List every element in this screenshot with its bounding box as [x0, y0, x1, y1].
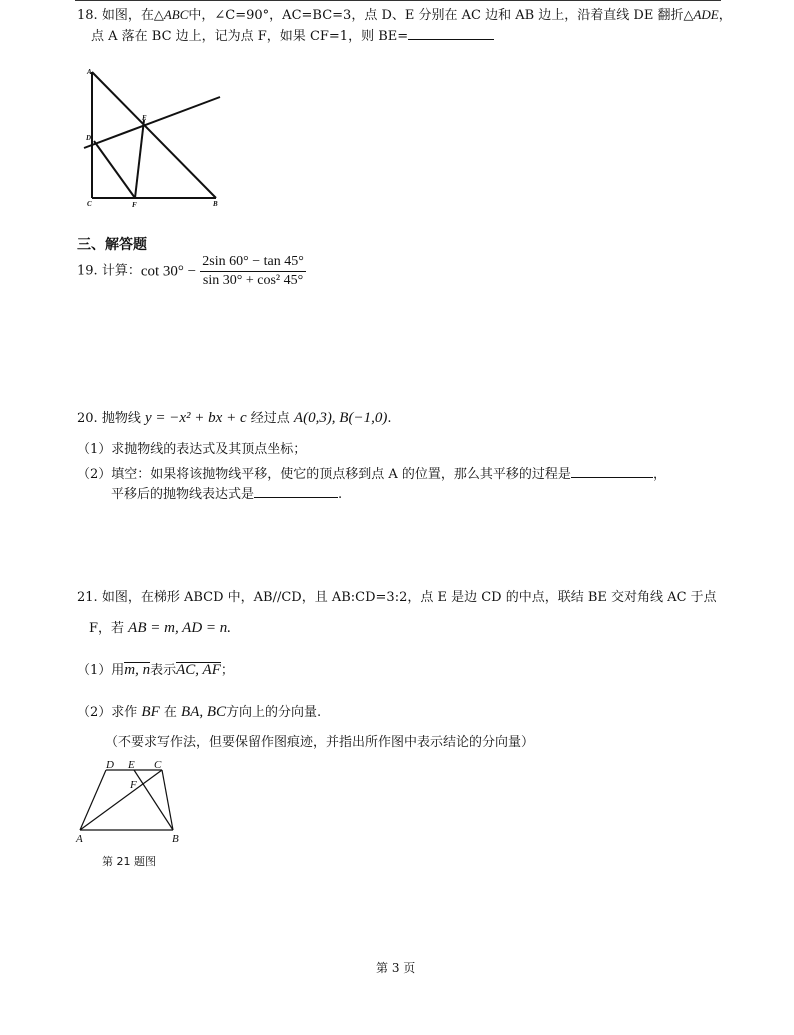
q21-line2 — [89, 620, 231, 637]
q18-label-a: A — [87, 68, 92, 76]
q18-number: 18. — [77, 8, 98, 23]
q20-part2-line2 — [111, 485, 342, 503]
q20-end: . — [387, 411, 392, 426]
q21-part2-text-b: 在 — [163, 705, 177, 720]
q21-part2 — [77, 704, 321, 721]
q18-label-e: E — [142, 114, 147, 122]
q20-part2-text-2: 平移后的抛物线表达式是 — [111, 487, 255, 502]
q20-blank-translation[interactable] — [571, 465, 653, 478]
q20-blank-expression[interactable] — [254, 485, 338, 498]
q20-number: 20. — [77, 411, 98, 426]
top-rule — [75, 0, 721, 1]
q21-note: （不要求写作法，但要保留作图痕迹，并指出所作图中表示结论的分向量） — [105, 735, 535, 750]
q18-triangle-ade: △ADE — [683, 7, 719, 22]
q19-lead-term: cot 30° − — [140, 263, 197, 280]
q20-text-a: 抛物线 — [101, 411, 141, 426]
q19-line — [77, 253, 306, 290]
q21-label-c: C — [154, 759, 162, 771]
q21-label-e: E — [128, 759, 135, 771]
q21-figure — [74, 756, 184, 846]
q18-triangle-abc: △ABC — [153, 7, 189, 22]
q21-part2-vector: BF — [141, 704, 160, 720]
q18-label-f: F — [132, 201, 137, 209]
q18-text-line2: 点 A 落在 BC 边上，记为点 F，如果 CF=1，则 BE= — [91, 29, 409, 44]
q18-segment-ab — [92, 72, 216, 198]
q21-text-line2: F，若 — [89, 621, 125, 636]
q21-part1-text-a: （1）用 — [77, 663, 125, 678]
q18-text-c: ， — [718, 8, 732, 23]
q20-part1: （1）求抛物线的表达式及其顶点坐标； — [77, 442, 307, 457]
q18-segment-df — [94, 141, 135, 198]
q18-segment-ef — [135, 120, 144, 198]
q21-label-f: F — [130, 779, 137, 791]
q21-given-vectors: AB = m, AD = n. — [128, 620, 232, 636]
q21-part2-text-c: 方向上的分向量. — [226, 705, 322, 720]
q18-label-d: D — [86, 134, 92, 142]
q20-points: A(0,3), B(−1,0) — [293, 410, 388, 426]
q21-text-line1: 如图，在梯形 ABCD 中，AB//CD，且 AB:CD=3:2，点 E 是边 CD 的中点，联结 BE 交对角线 AC 于点 — [101, 590, 717, 605]
q21-part1 — [77, 662, 234, 679]
q18-answer-blank[interactable] — [408, 27, 494, 40]
q19-denominator: sin 30° + cos² 45° — [202, 273, 304, 288]
q18-label-b: B — [213, 200, 218, 208]
q18-label-c: C — [87, 200, 92, 208]
q21-line1 — [77, 590, 717, 606]
q21-part2-directions: BA, BC — [181, 704, 227, 720]
q18-figure — [82, 64, 232, 212]
q21-part1-vectors: m, n — [124, 662, 151, 678]
q19-fraction — [200, 253, 306, 290]
page-number: 第 3 页 — [376, 961, 416, 975]
q21-part1-text-b: 表示 — [150, 663, 177, 678]
q18-line1 — [77, 7, 732, 24]
q20-part2-comma: ， — [652, 467, 666, 482]
q18-fold-line-de — [84, 97, 220, 148]
q20-line1 — [77, 410, 391, 427]
q21-label-a: A — [76, 833, 83, 845]
q21-figure-caption: 第 21 题图 — [102, 855, 156, 868]
q20-part2-text: （2）填空：如果将该抛物线平移，使它的顶点移到点 A 的位置，那么其平移的过程是 — [77, 467, 571, 482]
section-3-title: 三、解答题 — [77, 237, 147, 253]
q18-line2 — [91, 27, 494, 45]
q21-diagonal-ac — [80, 770, 162, 830]
q21-part1-targets: AC, AF — [176, 662, 221, 678]
q19-number: 19. — [77, 263, 98, 279]
q19-prompt: 计算： — [101, 263, 141, 279]
q20-part2-period: . — [338, 487, 343, 502]
q18-text-a: 如图，在 — [101, 8, 154, 23]
q21-label-b: B — [172, 833, 179, 845]
q21-part2-text-a: （2）求作 — [77, 705, 138, 720]
q18-text-b: 中，∠C=90°，AC=BC=3，点 D、E 分别在 AC 边和 AB 边上，沿着直线 DE 翻折 — [188, 8, 684, 23]
q20-equation: y = −x² + bx + c — [144, 410, 247, 426]
q21-number: 21. — [77, 590, 98, 605]
q20-text-b: 经过点 — [250, 411, 290, 426]
q20-part2-line1 — [77, 465, 666, 483]
q21-label-d: D — [106, 759, 114, 771]
q21-part1-text-c: ； — [220, 663, 234, 678]
q19-numerator: 2sin 60° − tan 45° — [200, 253, 306, 272]
